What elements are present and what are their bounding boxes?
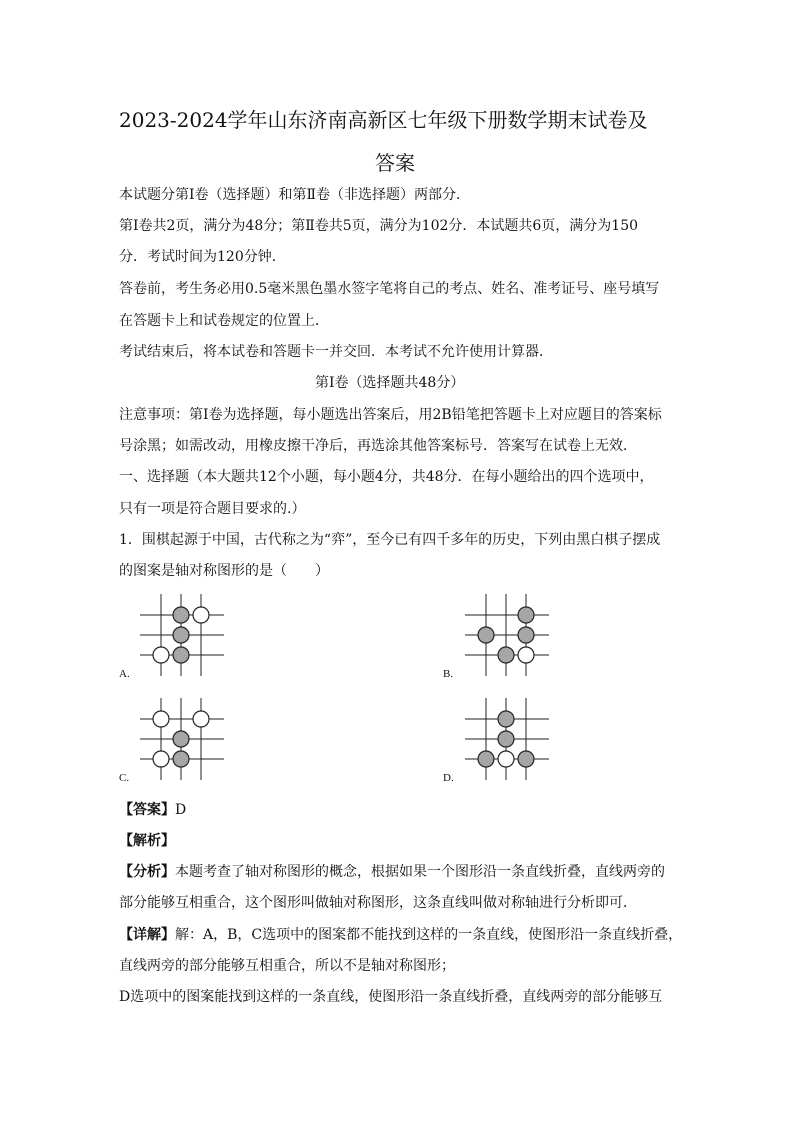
black-stone (518, 751, 534, 767)
notice-line-1: 注意事项：第Ⅰ卷为选择题，每小题选出答案后，用2B铅笔把答题卡上对应题目的答案标 (119, 407, 662, 423)
black-stone (478, 627, 494, 643)
black-stone (518, 627, 534, 643)
white-stone (153, 751, 169, 767)
answer-value: D (175, 802, 187, 818)
intro-line-1: 本试题分第Ⅰ卷（选择题）和第Ⅱ卷（非选择题）两部分． (119, 187, 471, 203)
black-stone (173, 647, 189, 663)
black-stone (498, 711, 514, 727)
white-stone (153, 647, 169, 663)
go-board-option-a (140, 594, 224, 676)
detail-line-1 (119, 925, 682, 945)
white-stone (518, 647, 534, 663)
white-stone (193, 711, 209, 727)
intro-line-5: 在答题卡上和试卷规定的位置上． (119, 313, 329, 329)
go-board-option-c (140, 698, 224, 780)
part-one-line-1: 一、选择题（本大题共12个小题，每小题4分，共48分．在每小题给出的四个选项中， (119, 469, 654, 485)
black-stone (478, 751, 494, 767)
part-one-line-2: 只有一项是符合题目要求的.） (119, 501, 306, 517)
question-1-line-2: 的图案是轴对称图形的是（ ） (119, 563, 329, 579)
black-stone (518, 607, 534, 623)
doc-title-line1: 2023-2024学年山东济南高新区七年级下册数学期末试卷及 (119, 108, 648, 132)
answer-tag: 【答案】 (119, 802, 175, 818)
answer-line (119, 800, 186, 820)
black-stone (173, 751, 189, 767)
white-stone (193, 607, 209, 623)
black-stone (498, 647, 514, 663)
black-stone (498, 731, 514, 747)
analysis-heading: 【解析】 (119, 833, 175, 849)
section-heading: 第Ⅰ卷（选择题共48分） (315, 375, 465, 391)
black-stone (173, 627, 189, 643)
option-b-label: B. (443, 668, 454, 680)
detail-line-2: 直线两旁的部分能够互相重合，所以不是轴对称图形； (119, 958, 455, 974)
detail-text-1: 解：A，B，C选项中的图案都不能找到这样的一条直线，使图形沿一条直线折叠， (175, 927, 683, 943)
detail-line-3: D选项中的图案能找到这样的一条直线，使图形沿一条直线折叠，直线两旁的部分能够互 (119, 989, 663, 1005)
black-stone (173, 731, 189, 747)
analysis-line-1 (119, 862, 665, 882)
notice-line-2: 号涂黑；如需改动，用橡皮擦干净后，再选涂其他答案标号．答案写在试卷上无效． (119, 438, 637, 454)
intro-line-6: 考试结束后，将本试卷和答题卡一并交回．本考试不允许使用计算器． (119, 344, 553, 360)
intro-line-3: 分．考试时间为120分钟． (119, 249, 286, 265)
white-stone (153, 711, 169, 727)
question-1-line-1: 1．围棋起源于中国，古代称之为“弈”，至今已有四千多年的历史，下列由黑白棋子摆成 (119, 532, 661, 548)
intro-line-4: 答卷前，考生务必用0.5毫米黑色墨水签字笔将自己的考点、姓名、准考证号、座号填写 (119, 281, 660, 297)
black-stone (173, 607, 189, 623)
detail-tag: 【详解】 (119, 927, 175, 943)
go-board-option-b (465, 594, 549, 676)
white-stone (498, 751, 514, 767)
go-board-option-d (465, 698, 549, 780)
analysis-tag: 【分析】 (119, 864, 175, 880)
analysis-text-1: 本题考查了轴对称图形的概念，根据如果一个图形沿一条直线折叠，直线两旁的 (175, 864, 665, 880)
option-c-label: C. (119, 772, 130, 784)
option-d-label: D. (443, 772, 454, 784)
doc-title-line2: 答案 (375, 151, 415, 175)
option-a-label: A. (119, 668, 130, 680)
intro-line-2: 第Ⅰ卷共2页，满分为48分；第Ⅱ卷共5页，满分为102分．本试题共6页，满分为150 (119, 218, 639, 234)
analysis-line-2: 部分能够互相重合，这个图形叫做轴对称图形，这条直线叫做对称轴进行分析即可． (119, 895, 637, 911)
